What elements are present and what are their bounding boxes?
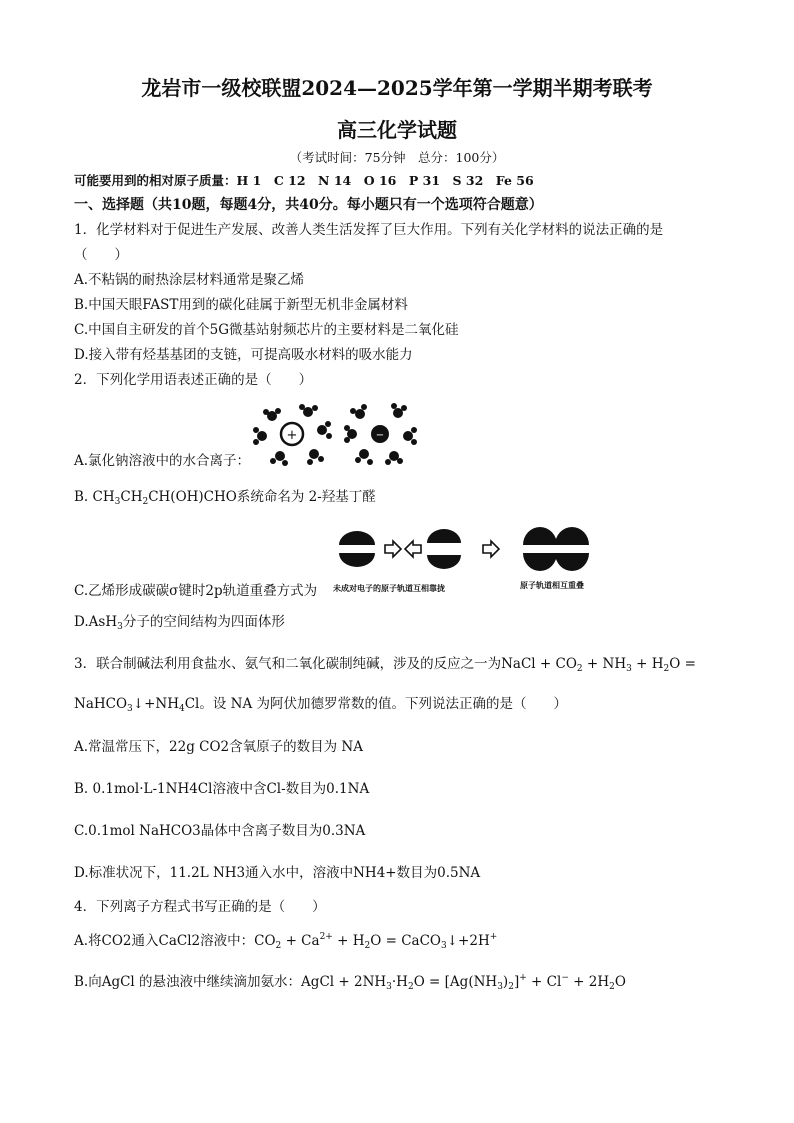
q3-option-b: B. 0.1mol·L-1NH4Cl溶液中含Cl-数目为0.1NA bbox=[74, 781, 370, 797]
q3-equation-part2: $NaHCO_3↓+NH_4Cl$ bbox=[74, 696, 200, 714]
orbital-caption-left: 未成对电子的原子轨道互相靠拢 bbox=[333, 584, 445, 593]
q4-option-b-text: B.向AgCl 的悬浊液中继续滴加氨水： bbox=[74, 974, 302, 990]
q4-option-a bbox=[74, 932, 497, 950]
orbital-caption-right: 原子轨道相互重叠 bbox=[520, 581, 584, 590]
q2-option-d-text: 分子的空间结构为四面体形 bbox=[122, 614, 285, 630]
q4-stem: 4．下列离子方程式书写正确的是（ ） bbox=[74, 899, 326, 915]
q3-option-c: C.0.1mol NaHCO3晶体中含离子数目为0.3NA bbox=[74, 823, 366, 839]
section-heading: 一、选择题（共10题，每题4分，共40分。每小题只有一个选项符合题意） bbox=[74, 197, 543, 213]
orbital-overlap-figure bbox=[333, 523, 605, 575]
q3-stem-text: 3．联合制碱法利用食盐水、氨气和二氧化碳制纯碱，涉及的反应之一为 bbox=[74, 656, 502, 672]
q3-stem-line1 bbox=[74, 655, 696, 673]
q2-option-d-formula: AsH$_3$ bbox=[88, 614, 123, 632]
q1-option-d: D.接入带有烃基基团的支链，可提高吸水材料的吸水能力 bbox=[74, 347, 413, 363]
exam-title: 龙岩市一级校联盟2024—2025学年第一学期半期考联考 bbox=[141, 76, 653, 100]
q3-stem-text-2: 。设 NA 为阿伏加德罗常数的值。下列说法正确的是（ ） bbox=[199, 696, 568, 712]
q1-stem-line2: （ ） bbox=[74, 247, 128, 263]
svg-text:−: − bbox=[375, 430, 385, 441]
q2-option-c: C.乙烯形成碳碳σ键时2p轨道重叠方式为 bbox=[74, 583, 318, 599]
q4-option-b-equation: AgCl + $2NH_3\cdot H_2O = [Ag(NH_3)_2]^+ + Cl^- + 2H_2O$ bbox=[301, 973, 626, 992]
q2-option-d: D.AsH$_3$分子的空间结构为四面体形 bbox=[74, 614, 285, 632]
q2-option-b-formula: $CH_3CH_2CH(OH)CHO$ bbox=[92, 489, 237, 507]
q3-option-d: D.标准状况下，11.2L NH3通入水中，溶液中NH4+数目为0.5NA bbox=[74, 865, 481, 881]
q1-option-c: C.中国自主研发的首个5G微基站射频芯片的主要材料是二氧化硅 bbox=[74, 322, 459, 338]
q2-option-b-text: 系统命名为 2-羟基丁醛 bbox=[236, 489, 376, 505]
q1-option-a: A.不粘锅的耐热涂层材料通常是聚乙烯 bbox=[74, 272, 305, 288]
q3-stem-line2 bbox=[74, 695, 567, 713]
q4-option-a-equation: $CO_2 + Ca^{2+} + H_2O$ = CaCO$_3$↓+2H+ bbox=[254, 932, 498, 951]
svg-text:+: + bbox=[286, 428, 298, 443]
hydrated-ions-figure bbox=[252, 402, 418, 468]
exam-info: （考试时间：75分钟 总分：100分） bbox=[289, 150, 505, 165]
q2-option-b: B. $CH_3CH_2CH(OH)CHO$系统命名为 2-羟基丁醛 bbox=[74, 489, 376, 507]
exam-subtitle: 高三化学试题 bbox=[337, 118, 457, 142]
q4-option-b bbox=[74, 973, 626, 991]
q3-equation-part1: NaCl + $CO_2 + NH_3 + H_2O$ = bbox=[501, 656, 696, 674]
q3-option-a: A.常温常压下，22g CO2含氧原子的数目为 NA bbox=[74, 739, 363, 755]
q2-option-a: A.氯化钠溶液中的水合离子： bbox=[74, 453, 251, 469]
q2-stem: 2．下列化学用语表述正确的是（ ） bbox=[74, 372, 313, 388]
q4-option-a-text: A.将CO2通入CaCl2溶液中： bbox=[74, 933, 255, 949]
q1-stem-line1: 1．化学材料对于促进生产发展、改善人类生活发挥了巨大作用。下列有关化学材料的说法正确的是 bbox=[74, 222, 664, 238]
q1-option-b: B.中国天眼FAST用到的碳化硅属于新型无机非金属材料 bbox=[74, 297, 408, 313]
atomic-masses: 可能要用到的相对原子质量：H 1 C 12 N 14 O 16 P 31 S 32 Fe 56 bbox=[74, 173, 534, 188]
